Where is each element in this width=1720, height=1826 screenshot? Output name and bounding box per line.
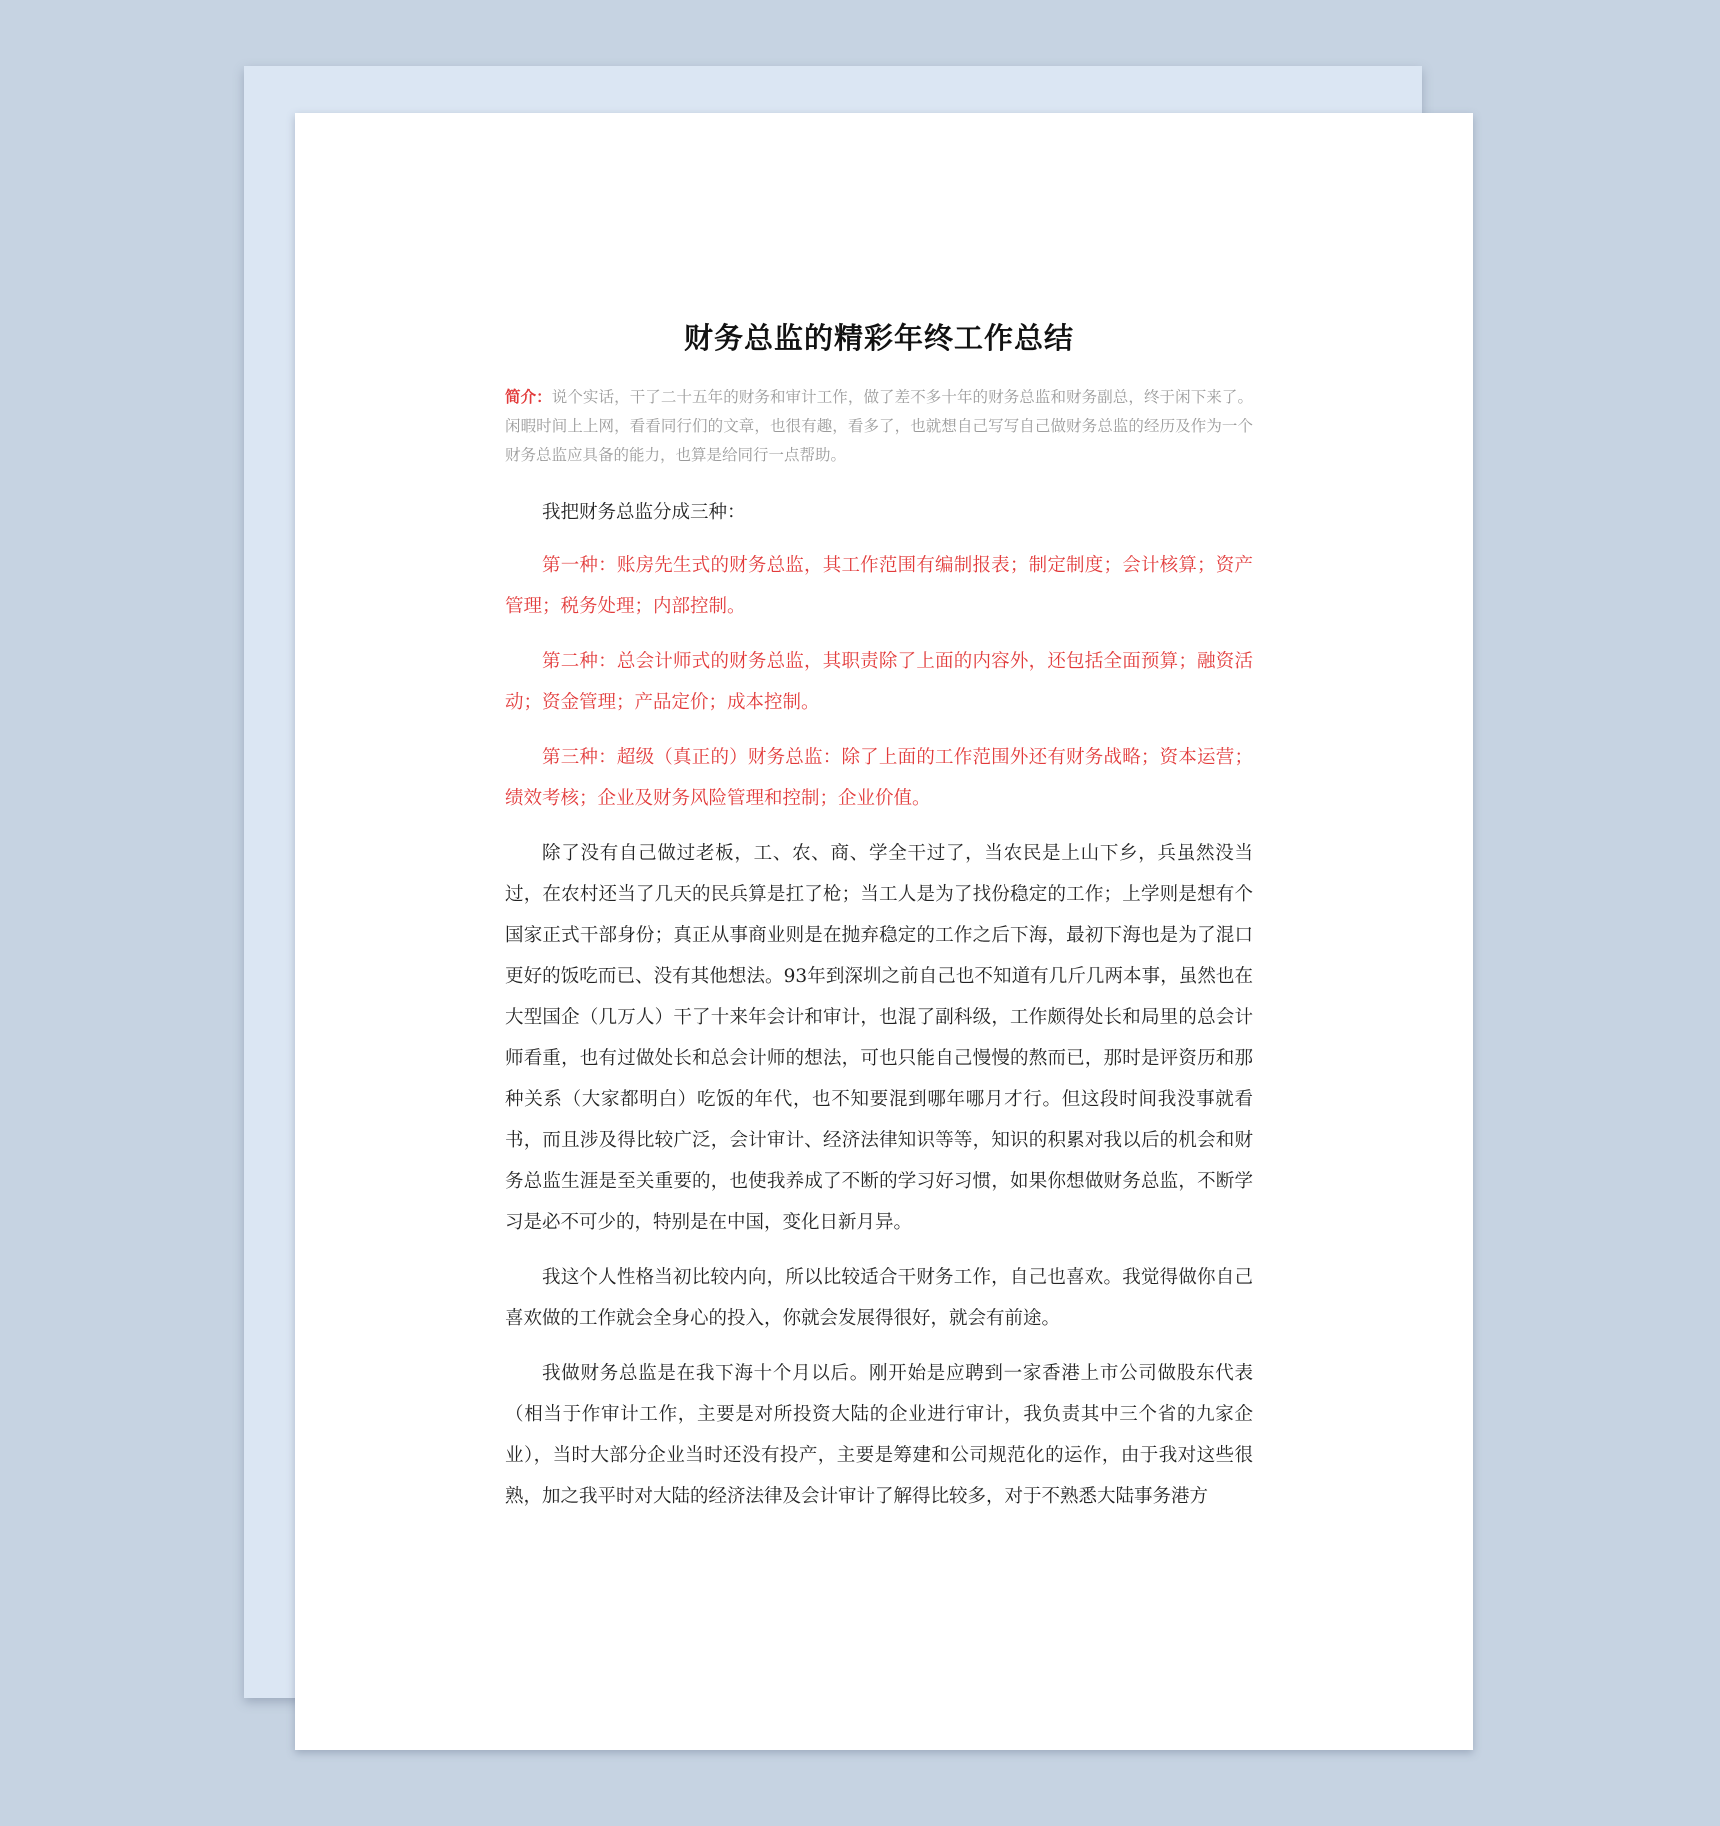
paragraph-background: 除了没有自己做过老板，工、农、商、学全干过了，当农民是上山下乡，兵虽然没当过，在农村还当了几天的民兵算是扛了枪；当工人是为了找份稳定的工作；上学则是想有个国家正式干部身份；真正从事商业则是在抛弃稳定的工作之后下海，最初下海也是为了混口更好的饭吃而已、没有其他想法。93年到深圳之前自己也不知道有几斤几两本事，虽然也在大型国企（几万人）干了十来年会计和审计，也混了副科级，工作颇得处长和局里的总会计师看重，也有过做处长和总会计师的想法，可也只能自己慢慢的熬而已，那时是评资历和那种关系（大家都明白）吃饭的年代，也不知要混到哪年哪月才行。但这段时间我没事就看书，而且涉及得比较广泛，会计审计、经济法律知识等等，知识的积累对我以后的机会和财务总监生涯是至关重要的，也使我养成了不断的学习好习惯，如果你想做财务总监，不断学习是必不可少的，特别是在中国，变化日新月异。 [505, 843, 1253, 1233]
document-title: 财务总监的精彩年终工作总结 [683, 321, 1074, 355]
intro-summary [505, 382, 1253, 470]
paragraph-career-start: 我做财务总监是在我下海十个月以后。刚开始是应聘到一家香港上市公司做股东代表（相当于作审计工作，主要是对所投资大陆的企业进行审计，我负责其中三个省的九家企业），当时大部分企业当时还没有投产，主要是筹建和公司规范化的运作，由于我对这些很熟，加之我平时对大陆的经济法律及会计审计了解得比较多，对于不熟悉大陆事务港方 [505, 1363, 1253, 1507]
intro-text: 说个实话，干了二十五年的财务和审计工作，做了差不多十年的财务总监和财务副总，终于闲下来了。闲暇时间上上网，看看同行们的文章，也很有趣，看多了，也就想自己写写自己做财务总监的经历及作为一个财务总监应具备的能力，也算是给同行一点帮助。 [505, 388, 1253, 464]
paragraph-type-one: 第一种：账房先生式的财务总监，其工作范围有编制报表；制定制度；会计核算；资产管理；税务处理；内部控制。 [505, 555, 1253, 617]
paragraph-type-three: 第三种：超级（真正的）财务总监：除了上面的工作范围外还有财务战略；资本运营；绩效考核；企业及财务风险管理和控制；企业价值。 [505, 747, 1253, 809]
paragraph-type-two: 第二种：总会计师式的财务总监，其职责除了上面的内容外，还包括全面预算；融资活动；资金管理；产品定价；成本控制。 [505, 651, 1253, 713]
paragraph-lead: 我把财务总监分成三种： [542, 502, 746, 523]
intro-label: 简介： [505, 387, 552, 406]
document-content [505, 316, 1253, 1531]
paragraph-personality: 我这个人性格当初比较内向，所以比较适合干财务工作，自己也喜欢。我觉得做你自己喜欢做的工作就会全身心的投入，你就会发展得很好，就会有前途。 [505, 1267, 1253, 1329]
